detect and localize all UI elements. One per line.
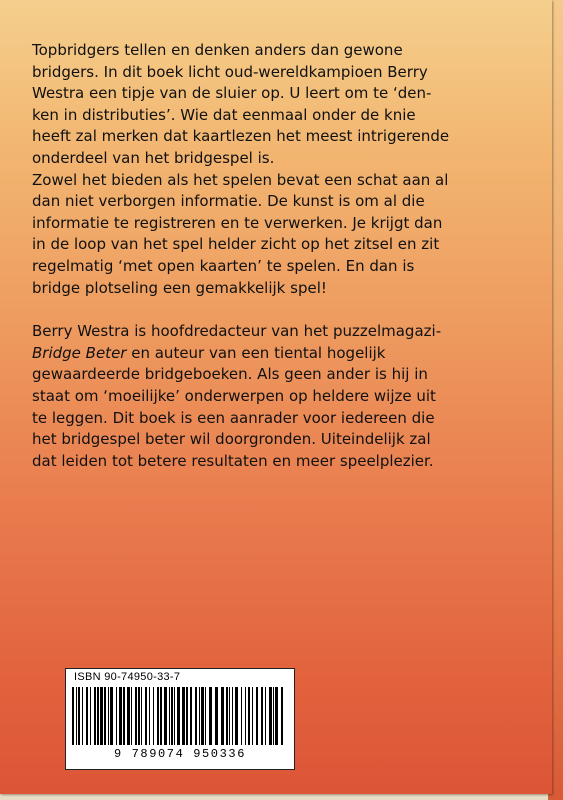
blurb-line: bridgers. In dit boek licht oud-wereldkampioen Berry bbox=[32, 62, 428, 81]
barcode-bar bbox=[78, 687, 80, 745]
barcode-bar bbox=[171, 687, 173, 745]
blurb-line: heeft zal merken dat kaartlezen het meest intrigerende bbox=[32, 127, 450, 146]
blurb-text bbox=[32, 40, 530, 472]
barcode-bar bbox=[116, 687, 117, 745]
barcode-bar bbox=[199, 687, 200, 745]
barcode-bar bbox=[145, 687, 147, 745]
barcode-bar bbox=[104, 687, 106, 745]
barcode-bar bbox=[221, 687, 224, 745]
barcode-bar bbox=[177, 687, 180, 745]
blurb-paragraph-2 bbox=[32, 321, 530, 472]
blurb-line: gewaardeerde bridgeboeken. Als geen ander is hij in bbox=[32, 365, 428, 384]
barcode-bar bbox=[195, 687, 197, 745]
isbn-text: ISBN 90-74950-33-7 bbox=[74, 671, 181, 683]
barcode-bar bbox=[256, 687, 258, 745]
blurb-line: Zowel het bieden als het spelen bevat een schat aan al bbox=[32, 170, 449, 189]
barcode-bar bbox=[186, 687, 188, 745]
blurb-line: dat leiden tot betere resultaten en meer speelplezier. bbox=[32, 451, 434, 470]
barcode-bar bbox=[72, 687, 74, 745]
barcode-bar bbox=[123, 687, 125, 745]
blurb-paragraph-1 bbox=[32, 40, 530, 299]
blurb-line: Topbridgers tellen en denken anders dan gewone bbox=[32, 41, 403, 59]
barcode-bar bbox=[235, 687, 238, 745]
barcode-bar bbox=[229, 687, 230, 745]
barcode-bar bbox=[226, 687, 228, 745]
barcode-bar bbox=[273, 687, 274, 745]
barcode-bar bbox=[127, 687, 130, 745]
barcode-number: 9 789074 950336 bbox=[113, 747, 247, 761]
blurb-line: informatie te registreren en te verwerken. Je krijgt dan bbox=[32, 213, 443, 232]
barcode-bar bbox=[153, 687, 154, 745]
blurb-line: regelmatig ‘met open kaarten’ te spelen. En dan is bbox=[32, 256, 415, 275]
barcode-bar bbox=[131, 687, 132, 745]
barcode-bar bbox=[190, 687, 192, 745]
blurb-line: en auteur van een tiental hogelijk bbox=[126, 343, 386, 362]
barcode-bar bbox=[141, 687, 142, 745]
blurb-line: het bridgespel beter wil doorgronden. Uiteindelijk zal bbox=[32, 430, 431, 449]
barcode-bar bbox=[201, 687, 204, 745]
barcode-bar bbox=[94, 687, 96, 745]
barcode-bar bbox=[86, 687, 88, 745]
barcode-bar bbox=[241, 687, 242, 745]
blurb-line: Westra een tipje van de sluier op. U leert om te ‘den- bbox=[32, 84, 432, 103]
barcode-label bbox=[65, 668, 295, 770]
blurb-line: dan niet verborgen informatie. De kunst is om al die bbox=[32, 192, 425, 211]
barcode-bar bbox=[275, 687, 278, 745]
barcode-bar bbox=[110, 687, 113, 745]
blurb-line: bridge plotseling een gemakkelijk spel! bbox=[32, 278, 327, 297]
barcode-bar bbox=[119, 687, 122, 745]
barcode-bar bbox=[248, 687, 250, 745]
barcode-bar bbox=[182, 687, 185, 745]
barcode-bar bbox=[209, 687, 212, 745]
barcode-bar bbox=[138, 687, 140, 745]
blurb-line: ken in distributies’. Wie dat eenmaal onder de knie bbox=[32, 105, 416, 124]
barcode-bar bbox=[149, 687, 150, 745]
barcode-bar bbox=[205, 687, 206, 745]
blurb-line: onderdeel van het bridgespel is. bbox=[32, 148, 275, 167]
barcode-bar bbox=[82, 687, 83, 745]
barcode-bar bbox=[108, 687, 109, 745]
barcode-bar bbox=[160, 687, 162, 745]
blurb-line: in de loop van het spel helder zicht op het zitsel en zit bbox=[32, 235, 440, 254]
barcode-bar bbox=[261, 687, 263, 745]
barcode-bar bbox=[164, 687, 167, 745]
barcode-bar bbox=[97, 687, 99, 745]
barcode-bar bbox=[265, 687, 266, 745]
barcode-bar bbox=[169, 687, 170, 745]
barcode-bar bbox=[232, 687, 233, 745]
barcode-bar bbox=[157, 687, 159, 745]
barcode-bar bbox=[90, 687, 91, 745]
blurb-line: Berry Westra is hoofdredacteur van het puzzelmagazi- bbox=[32, 322, 442, 341]
barcode-bar bbox=[269, 687, 272, 745]
barcode-bar bbox=[215, 687, 218, 745]
barcode-bar bbox=[281, 687, 283, 745]
barcode-bar bbox=[245, 687, 246, 745]
barcode-bar bbox=[135, 687, 137, 745]
blurb-line: staat om ‘moeilijke’ onderwerpen op heldere wijze uit bbox=[32, 386, 436, 405]
barcode-bar bbox=[100, 687, 103, 745]
barcode-bar bbox=[174, 687, 175, 745]
barcode-bar bbox=[252, 687, 253, 745]
barcode-bars bbox=[72, 687, 286, 745]
blurb-line: te leggen. Dit boek is een aanrader voor iedereen die bbox=[32, 408, 435, 427]
barcode-bar bbox=[76, 687, 77, 745]
magazine-title: Bridge Beter bbox=[32, 343, 127, 362]
